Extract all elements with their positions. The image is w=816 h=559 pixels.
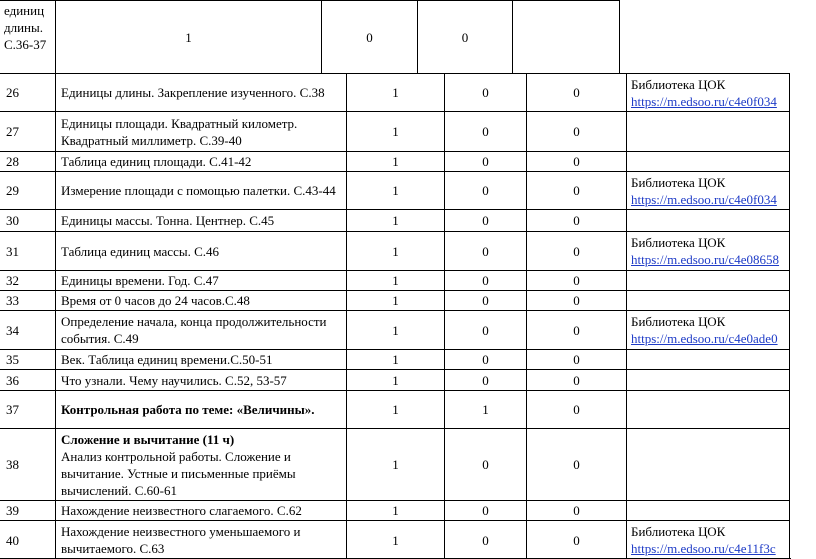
row-test-hours: 0 — [444, 369, 526, 390]
row-resource — [626, 209, 790, 231]
row-practice-hours: 0 — [526, 73, 626, 111]
row-topic: Контрольная работа по теме: «Величины». — [55, 390, 346, 428]
row-number: 38 — [0, 428, 55, 500]
row-number: 26 — [0, 73, 55, 111]
row-topic: Измерение площади с помощью палетки. С.43-44 — [55, 171, 346, 209]
row-resource — [626, 151, 790, 171]
row-topic — [55, 428, 346, 500]
row-resource — [626, 500, 790, 520]
row-total-hours: 1 — [346, 111, 444, 151]
row-resource — [626, 349, 790, 369]
row-topic: Единицы массы. Тонна. Центнер. С.45 — [55, 209, 346, 231]
row-practice-hours: 0 — [526, 231, 626, 270]
row-number: 33 — [0, 290, 55, 310]
row-test-hours: 0 — [444, 290, 526, 310]
row-practice-hours: 0 — [526, 369, 626, 390]
row-total-hours: 1 — [346, 73, 444, 111]
row-resource — [626, 310, 790, 349]
row-resource — [626, 390, 790, 428]
row-test-hours: 0 — [444, 73, 526, 111]
top-row-total: 1 — [55, 0, 321, 73]
row-total-hours: 1 — [346, 209, 444, 231]
row-test-hours: 0 — [444, 428, 526, 500]
row-total-hours: 1 — [346, 428, 444, 500]
resource-label: Библиотека ЦОК — [631, 174, 726, 190]
row-resource — [626, 520, 790, 559]
row-total-hours: 1 — [346, 151, 444, 171]
resource-link[interactable]: https://m.edsoo.ru/c4e0f034 — [631, 191, 777, 207]
row-practice-hours: 0 — [526, 290, 626, 310]
row-topic: Таблица единиц массы. С.46 — [55, 231, 346, 270]
top-row-resource — [512, 0, 620, 73]
top-row-topic: единиц длины. С.36-37 — [0, 0, 55, 73]
row-topic: Время от 0 часов до 24 часов.С.48 — [55, 290, 346, 310]
row-number: 37 — [0, 390, 55, 428]
resource-label: Библиотека ЦОК — [631, 314, 726, 329]
resource-label: Библиотека ЦОК — [631, 524, 726, 539]
row-number: 29 — [0, 171, 55, 209]
row-topic: Таблица единиц площади. С.41-42 — [55, 151, 346, 171]
row-topic: Единицы времени. Год. С.47 — [55, 270, 346, 290]
row-practice-hours: 0 — [526, 428, 626, 500]
row-practice-hours: 0 — [526, 349, 626, 369]
row-practice-hours: 0 — [526, 520, 626, 559]
resource-label: Библиотека ЦОК — [631, 235, 726, 250]
row-resource — [626, 270, 790, 290]
top-row-practice: 0 — [417, 0, 512, 73]
row-resource — [626, 290, 790, 310]
row-total-hours: 1 — [346, 231, 444, 270]
row-resource — [626, 369, 790, 390]
row-resource — [626, 231, 790, 270]
row-number: 34 — [0, 310, 55, 349]
resource-link[interactable]: https://m.edsoo.ru/c4e0ade0 — [631, 331, 778, 346]
row-total-hours: 1 — [346, 349, 444, 369]
row-test-hours: 0 — [444, 310, 526, 349]
row-test-hours: 0 — [444, 111, 526, 151]
row-total-hours: 1 — [346, 290, 444, 310]
row-number: 31 — [0, 231, 55, 270]
row-number: 32 — [0, 270, 55, 290]
topic-text: Анализ контрольной работы. Сложение и вычитание. Устные и письменные приёмы вычислений. С.60-61 — [61, 448, 296, 498]
row-number: 36 — [0, 369, 55, 390]
row-resource — [626, 171, 790, 209]
row-topic: Нахождение неизвестного слагаемого. С.62 — [55, 500, 346, 520]
row-topic: Нахождение неизвестного уменьшаемого и вычитаемого. С.63 — [55, 520, 346, 559]
row-test-hours: 1 — [444, 390, 526, 428]
row-test-hours: 0 — [444, 231, 526, 270]
resource-label: Библиотека ЦОК — [631, 76, 726, 92]
row-test-hours: 0 — [444, 270, 526, 290]
top-row-tests: 0 — [321, 0, 417, 73]
row-test-hours: 0 — [444, 171, 526, 209]
row-practice-hours: 0 — [526, 111, 626, 151]
row-test-hours: 0 — [444, 349, 526, 369]
row-total-hours: 1 — [346, 310, 444, 349]
resource-link[interactable]: https://m.edsoo.ru/c4e08658 — [631, 252, 780, 267]
row-number: 28 — [0, 151, 55, 171]
row-resource — [626, 73, 790, 111]
row-test-hours: 0 — [444, 209, 526, 231]
row-practice-hours: 0 — [526, 209, 626, 231]
row-total-hours: 1 — [346, 520, 444, 559]
row-topic: Единицы длины. Закрепление изученного. С.38 — [55, 73, 346, 111]
row-practice-hours: 0 — [526, 151, 626, 171]
row-topic: Определение начала, конца продолжительности события. С.49 — [55, 310, 346, 349]
row-test-hours: 0 — [444, 500, 526, 520]
row-resource — [626, 428, 790, 500]
row-total-hours: 1 — [346, 390, 444, 428]
row-test-hours: 0 — [444, 151, 526, 171]
row-number: 35 — [0, 349, 55, 369]
row-number: 40 — [0, 520, 55, 559]
row-practice-hours: 0 — [526, 171, 626, 209]
row-number: 30 — [0, 209, 55, 231]
row-practice-hours: 0 — [526, 310, 626, 349]
row-test-hours: 0 — [444, 520, 526, 559]
resource-link[interactable]: https://m.edsoo.ru/c4e0f034 — [631, 93, 777, 109]
row-topic: Что узнали. Чему научились. С.52, 53-57 — [55, 369, 346, 390]
section-heading: Сложение и вычитание (11 ч) — [61, 431, 235, 447]
row-topic: Единицы площади. Квадратный километр. Квадратный миллиметр. С.39-40 — [55, 111, 346, 151]
row-number: 39 — [0, 500, 55, 520]
row-total-hours: 1 — [346, 500, 444, 520]
row-topic: Век. Таблица единиц времени.С.50-51 — [55, 349, 346, 369]
row-practice-hours: 0 — [526, 390, 626, 428]
row-practice-hours: 0 — [526, 500, 626, 520]
resource-link[interactable]: https://m.edsoo.ru/c4e11f3c — [631, 541, 776, 556]
row-total-hours: 1 — [346, 270, 444, 290]
row-number: 27 — [0, 111, 55, 151]
row-practice-hours: 0 — [526, 270, 626, 290]
row-resource — [626, 111, 790, 151]
row-total-hours: 1 — [346, 369, 444, 390]
row-total-hours: 1 — [346, 171, 444, 209]
